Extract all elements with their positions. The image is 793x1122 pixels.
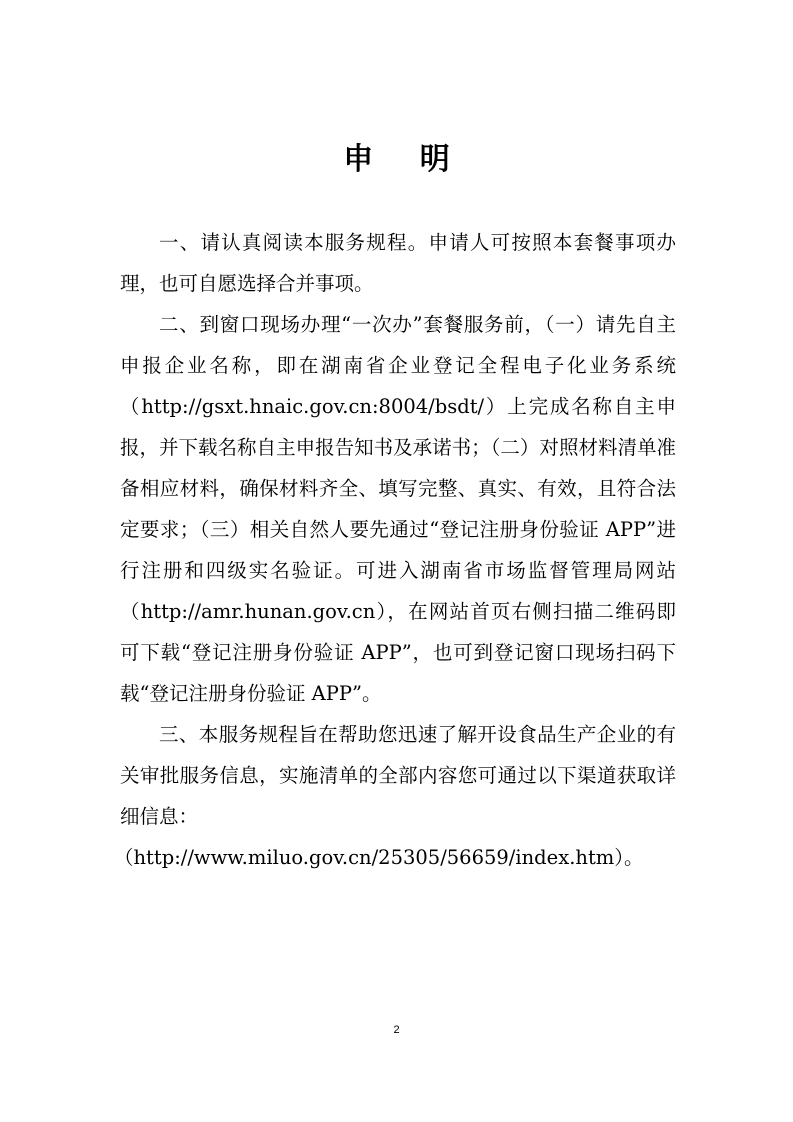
document-body	[114, 222, 676, 878]
paragraph-2: 二、到窗口现场办理“一次办”套餐服务前，（一）请先自主申报企业名称，即在湖南省企业登记全程电子化业务系统（http://gsxt.hnaic.gov.cn:8004/bsdt/）上完成名称自主申报，并下载名称自主申报告知书及承诺书；（二）对照材料清单准备相应材料，确保材料齐全、填写完整、真实、有效，且符合法定要求；（三）相关自然人要先通过“登记注册身份验证 APP”进行注册和四级实名验证。可进入湖南省市场监督管理局网站（http://amr.hunan.gov.cn），在网站首页右侧扫描二维码即可下载“登记注册身份验证 APP”，也可到登记窗口现场扫码下载“登记注册身份验证 APP”。	[120, 313, 676, 705]
paragraph-1: 一、请认真阅读本服务规程。申请人可按照本套餐事项办理，也可自愿选择合并事项。	[120, 231, 676, 295]
paragraph-3: 三、本服务规程旨在帮助您迅速了解开设食品生产企业的有关审批服务信息，实施清单的全部内容您可通过以下渠道获取详细信息：	[120, 723, 676, 828]
info-url-line: （http://www.miluo.gov.cn/25305/56659/index.htm）。	[114, 846, 644, 869]
page-title: 申 明	[343, 142, 468, 177]
page-number: 2	[393, 1024, 400, 1036]
